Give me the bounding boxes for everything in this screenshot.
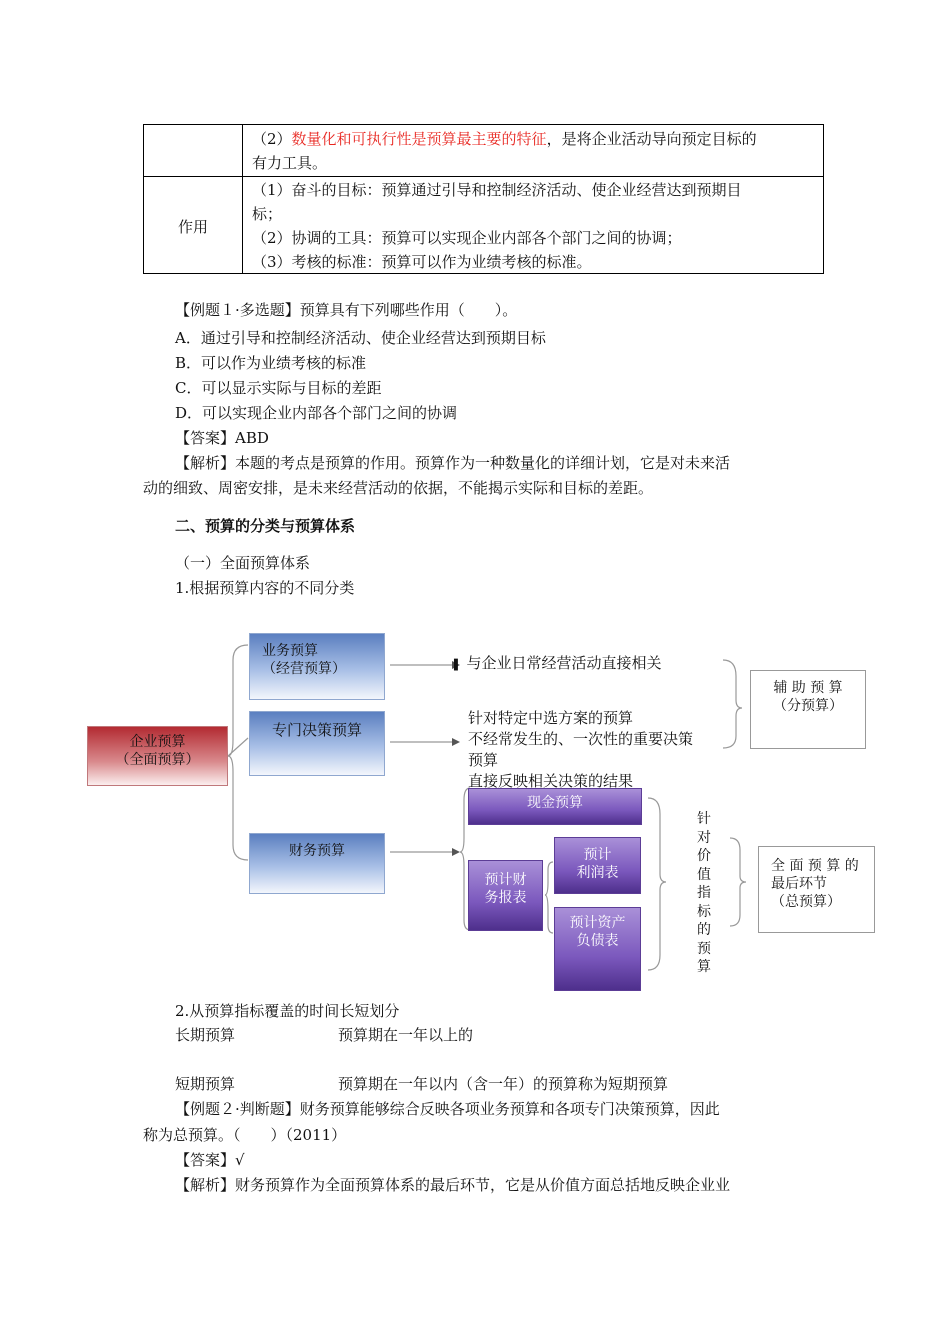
business-desc-text: 与企业日常经营活动直接相关 (466, 654, 662, 672)
business-budget-box (249, 633, 385, 700)
aux-line2: （分预算） (773, 698, 843, 714)
business-description: ▌ 与企业日常经营活动直接相关 (454, 654, 662, 672)
cash-budget-box (468, 788, 642, 825)
row2-line-3: （2）协调的工具：预算可以实现企业内部各个部门之间的协调； (252, 229, 682, 247)
value-indicator-note (696, 810, 712, 977)
financial-label: 财务预算 (289, 843, 345, 859)
value-note-char: 算 (697, 959, 711, 975)
example1-analysis-line2: 动的细致、周密安排，是未来经营活动的依据，不能揭示实际和目标的差距。 (143, 479, 654, 497)
row1-prefix: （2） (252, 130, 292, 148)
profit-line2: 利润表 (576, 865, 619, 881)
short-term-label: 短期预算 (175, 1075, 236, 1093)
aux-line1: 辅 助 预 算 (773, 680, 843, 696)
value-note-char: 针 (697, 811, 711, 827)
row1-line2: 有力工具。 (252, 154, 328, 172)
fin-report-line1: 预计财 (484, 872, 527, 888)
example2-question-line1: 【例题２·判断题】财务预算能够综合反映各项业务预算和各项专门决策预算，因此 (175, 1100, 720, 1118)
total-line1: 全 面 预 算 的 (771, 858, 859, 874)
row2-label: 作用 (178, 218, 209, 236)
value-note-char: 标 (697, 903, 711, 920)
cash-label: 现金预算 (527, 795, 583, 811)
total-line3: （总预算） (771, 894, 841, 910)
row2-line-1: （1）奋斗的目标：预算通过引导和控制经济活动、使企业经营达到预期目 (252, 181, 742, 199)
value-note-char: 预 (697, 940, 711, 957)
row2-line-2: 标； (252, 205, 283, 223)
root-line1: 企业预算 (129, 734, 186, 750)
section-heading: 二、预算的分类与预算体系 (175, 517, 356, 535)
forecast-balance-sheet-box (554, 907, 641, 991)
special-decision-budget-box (249, 711, 385, 776)
special-desc-3: 预算 (468, 751, 499, 769)
example1-option-d: D．可以实现企业内部各个部门之间的协调 (175, 404, 458, 422)
value-note-char: 价 (697, 848, 711, 864)
special-description (468, 708, 693, 788)
example2-question-line2: 称为总预算。（ ）（2011） (143, 1126, 347, 1144)
classification-item-1: 1.根据预算内容的不同分类 (175, 579, 355, 597)
long-term-label: 长期预算 (175, 1026, 236, 1044)
classification-item-2: 2.从预算指标覆盖的时间长短划分 (175, 1002, 400, 1020)
fin-report-line2: 务报表 (484, 890, 527, 906)
example1-option-a: A．通过引导和控制经济活动、使企业经营达到预期目标 (175, 329, 546, 347)
example1-option-c: C．可以显示实际与目标的差距 (175, 379, 382, 397)
example1-answer: 【答案】ABD (175, 429, 269, 447)
subsection-heading: （一）全面预算体系 (175, 554, 311, 572)
enterprise-budget-box (87, 726, 228, 786)
long-term-desc: 预算期在一年以上的 (338, 1026, 474, 1044)
root-line2: （全面预算） (115, 752, 200, 768)
row1-highlight: 数量化和可执行性是预算最主要的特征 (291, 130, 547, 148)
forecast-financial-statements-box (468, 860, 543, 931)
short-term-desc: 预算期在一年以内（含一年）的预算称为短期预算 (338, 1075, 669, 1093)
business-line2: （经营预算） (262, 661, 346, 677)
auxiliary-budget-box (750, 670, 866, 749)
financial-budget-box (249, 833, 385, 894)
profit-line1: 预计 (583, 847, 612, 863)
row2-line-4: （3）考核的标准：预算可以作为业绩考核的标准。 (252, 253, 592, 271)
balance-line1: 预计资产 (569, 915, 626, 931)
value-note-char: 对 (697, 829, 711, 846)
total-budget-box (758, 846, 875, 933)
example1-option-b: B．可以作为业绩考核的标准 (175, 354, 367, 372)
total-line2: 最后环节 (771, 876, 827, 892)
special-desc-2: 不经常发生的、一次性的重要决策 (468, 730, 694, 748)
special-desc-4: 直接反映相关决策的结果 (468, 772, 634, 788)
special-desc-1: 针对特定中选方案的预算 (468, 709, 634, 727)
forecast-income-statement-box (554, 837, 641, 894)
example2-answer: 【答案】√ (175, 1151, 245, 1169)
example1-question: 【例题１·多选题】预算具有下列哪些作用（ ）。 (175, 301, 518, 319)
value-note-char: 的 (697, 922, 711, 938)
example2-analysis-line1: 【解析】财务预算作为全面预算体系的最后环节，它是从价值方面总括地反映企业业 (175, 1176, 731, 1194)
value-note-char: 值 (697, 866, 711, 883)
value-note-char: 指 (697, 885, 711, 901)
example1-analysis-line1: 【解析】本题的考点是预算的作用。预算作为一种数量化的详细计划，它是对未来活 (175, 454, 731, 472)
row1-rest: ，是将企业活动导向预定目标的 (546, 130, 757, 148)
balance-line2: 负债表 (576, 933, 619, 949)
business-line1: 业务预算 (262, 643, 318, 659)
special-label: 专门决策预算 (271, 721, 362, 739)
